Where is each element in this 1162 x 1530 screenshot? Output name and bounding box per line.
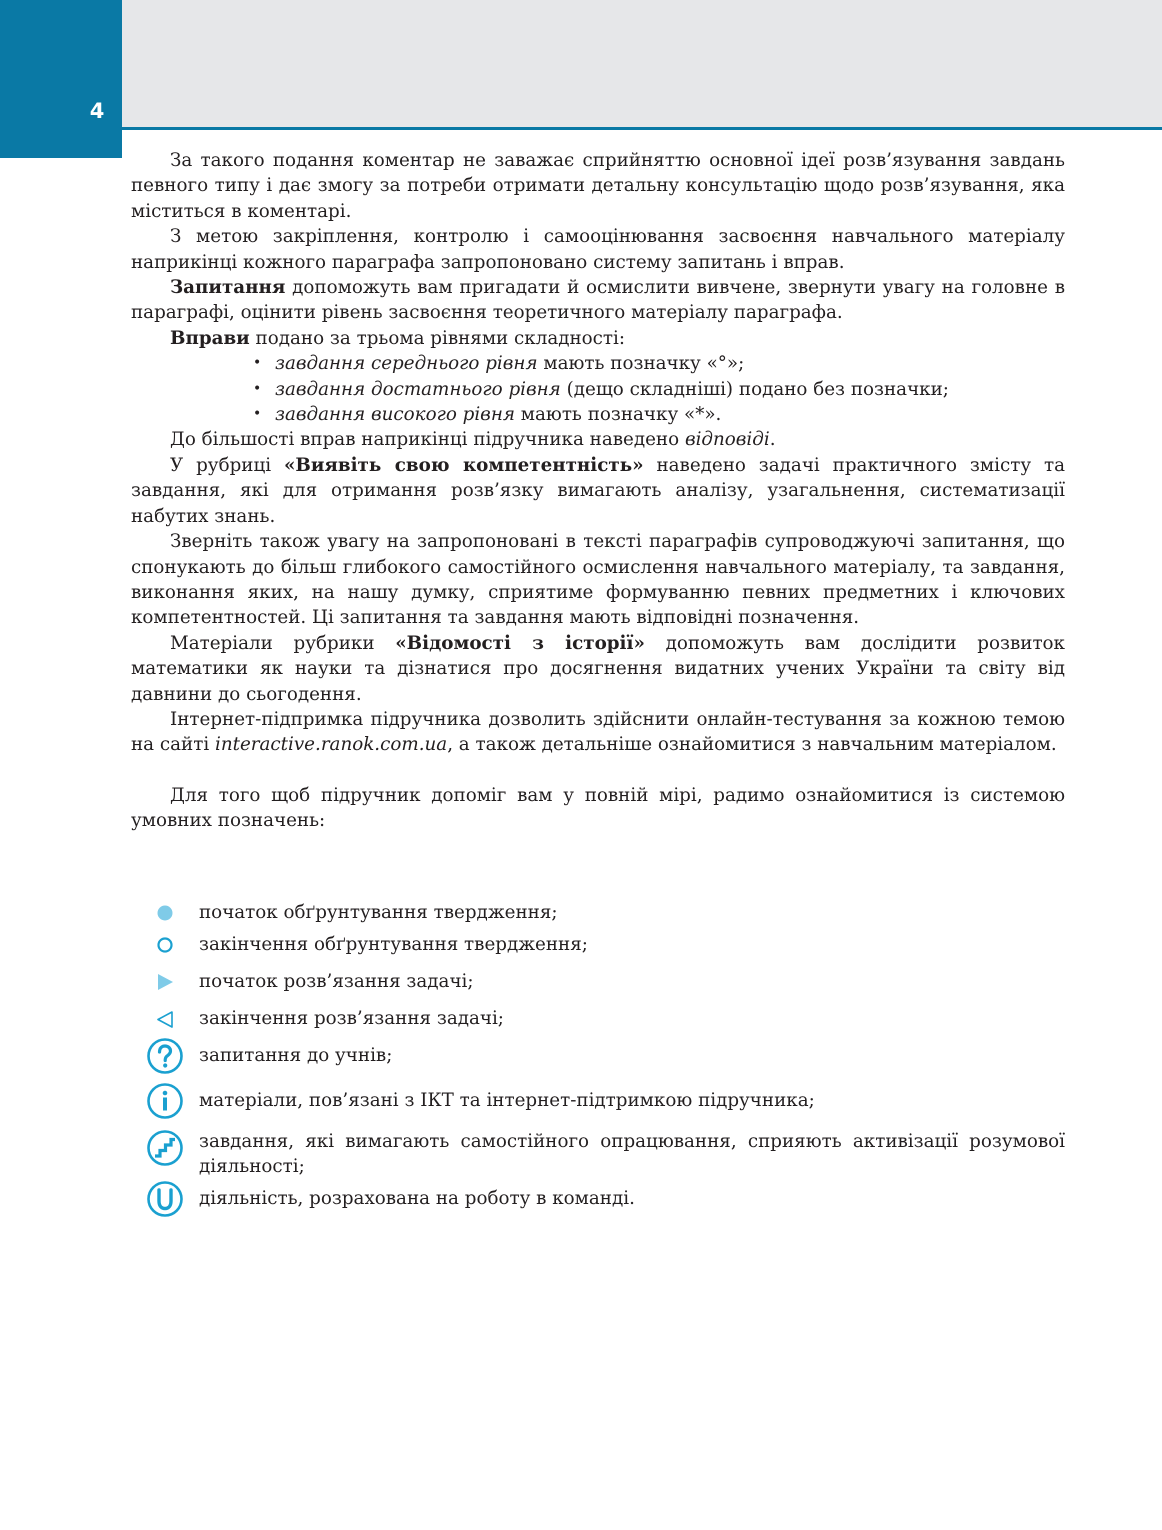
level-desc: (дещо складніші) подано без позначки; [560, 378, 949, 400]
competence-pre: У рубриці [170, 454, 284, 476]
stairs-icon [146, 1129, 184, 1167]
legend-text: матеріали, пов’язані з ІКТ та інтернет-підтримкою підручника; [199, 1090, 815, 1111]
paragraph-history [131, 631, 1065, 707]
legend-text: закінчення розв’язання задачі; [199, 1008, 504, 1029]
legend-item-solution-start [131, 969, 1065, 1006]
legend-item-questions [131, 1043, 1065, 1088]
legend-item-proof-start [131, 900, 1065, 932]
legend-text: початок обґрунтування твердження; [199, 902, 558, 923]
level-term: завдання достатнього рівня [275, 378, 561, 400]
level-desc: мають позначку «*». [514, 404, 722, 426]
competence-desc: наведено задачі практичного змісту та завдання, які для отримання розв’язку вимагають аналізу, узагальнення, систематизації набутих знань. [131, 454, 1065, 527]
answers-text: До більшості вправ наприкінці підручника наведено [170, 429, 685, 451]
paragraph-comment: За такого подання коментар не заважає сприйняттю основної ідеї розв’язування завдань певного типу і дає змогу за потреби отримати детальну консультацію щодо розв’язування, яка міститься в коментарі. [131, 150, 1065, 222]
internet-pre: Інтернет-підпримка підручника дозволить здійснити онлайн-тестування за кожною темою на сайті [131, 708, 1065, 756]
legend-text: діяльність, розрахована на роботу в команді. [199, 1188, 635, 1209]
filled-triangle-icon [147, 969, 183, 994]
info-icon [146, 1082, 184, 1120]
paragraph-questions [131, 275, 1065, 326]
paragraph-accompanying-questions: Зверніть також увагу на запропоновані в тексті параграфів супроводжуючі запитання, що спонукають до більш глибокого самостійного осмислення навчального матеріалу, та завдання, виконання яких, на нашу думку, сприятиме формуванню певних предметних і ключових компетентностей. Ці запитання та завдання мають відповідні позначення. [131, 531, 1065, 629]
exercises-term: Вправи [170, 327, 250, 349]
legend-text: закінчення обґрунтування твердження; [199, 934, 588, 955]
legend-item-proof-end [131, 932, 1065, 969]
history-rubric: «Відомості з історії» [395, 632, 645, 654]
legend-text: запитання до учнів; [199, 1045, 393, 1066]
difficulty-levels-list [131, 351, 1065, 427]
list-item [253, 377, 1065, 402]
questions-desc: допоможуть вам пригадати й осмислити вивчене, звернути увагу на головне в параграфі, оцінити рівень засвоєння теоретичного матеріалу параграфа. [131, 277, 1065, 324]
paragraph-internet-support [131, 707, 1065, 758]
header-band [0, 0, 1162, 128]
legend-item-independent-work [131, 1129, 1065, 1186]
history-pre: Матеріали рубрики [170, 632, 396, 654]
paragraph-exercises [131, 326, 1065, 351]
internet-rest: , а також детальніше ознайомитися з навчальним матеріалом. [447, 734, 1057, 756]
answers-term: відповіді [684, 429, 770, 451]
question-icon [146, 1037, 184, 1075]
answers-end: . [769, 429, 776, 451]
open-triangle-icon [147, 1006, 183, 1031]
paragraph-self-check: З метою закріплення, контролю і самооцінювання засвоєння навчального матеріалу наприкінці кожного параграфа запропоновано систему запитань і вправ. [131, 226, 1065, 273]
page-number: 4 [89, 99, 105, 123]
history-desc: допоможуть вам дослідити розвиток математики як науки та дізнатися про досягнення видатних учених України та світу від давнини до сьогодення. [131, 632, 1065, 705]
paragraph-competence [131, 453, 1065, 529]
competence-rubric: «Виявіть свою компетентність» [283, 454, 644, 476]
legend-item-ict [131, 1088, 1065, 1129]
header-rule [0, 127, 1162, 130]
legend-item-teamwork [131, 1186, 1065, 1226]
exercises-desc: подано за трьома рівнями складності: [249, 327, 626, 349]
list-item [253, 351, 1065, 376]
symbols-legend [131, 900, 1065, 1226]
level-desc: мають позначку «°»; [537, 353, 745, 375]
level-term: завдання високого рівня [275, 404, 515, 426]
legend-text: завдання, які вимагають самостійного опрацювання, сприяють активізації розумової діяльності; [199, 1131, 1065, 1177]
main-text [131, 148, 1065, 834]
filled-circle-icon [147, 900, 183, 925]
team-icon [146, 1180, 184, 1218]
paragraph-answers [131, 427, 1065, 452]
questions-term: Запитання [170, 277, 286, 299]
page-tab [0, 0, 122, 158]
open-circle-icon [147, 932, 183, 957]
website-link[interactable]: interactive.ranok.com.ua [215, 734, 448, 756]
paragraph-legend-intro: Для того щоб підручник допоміг вам у повній мірі, радимо ознайомитися із системою умовних позначень: [131, 784, 1065, 832]
level-term: завдання середнього рівня [275, 353, 538, 375]
legend-text: початок розв’язання задачі; [199, 971, 474, 992]
legend-item-solution-end [131, 1006, 1065, 1043]
list-item [253, 402, 1065, 427]
